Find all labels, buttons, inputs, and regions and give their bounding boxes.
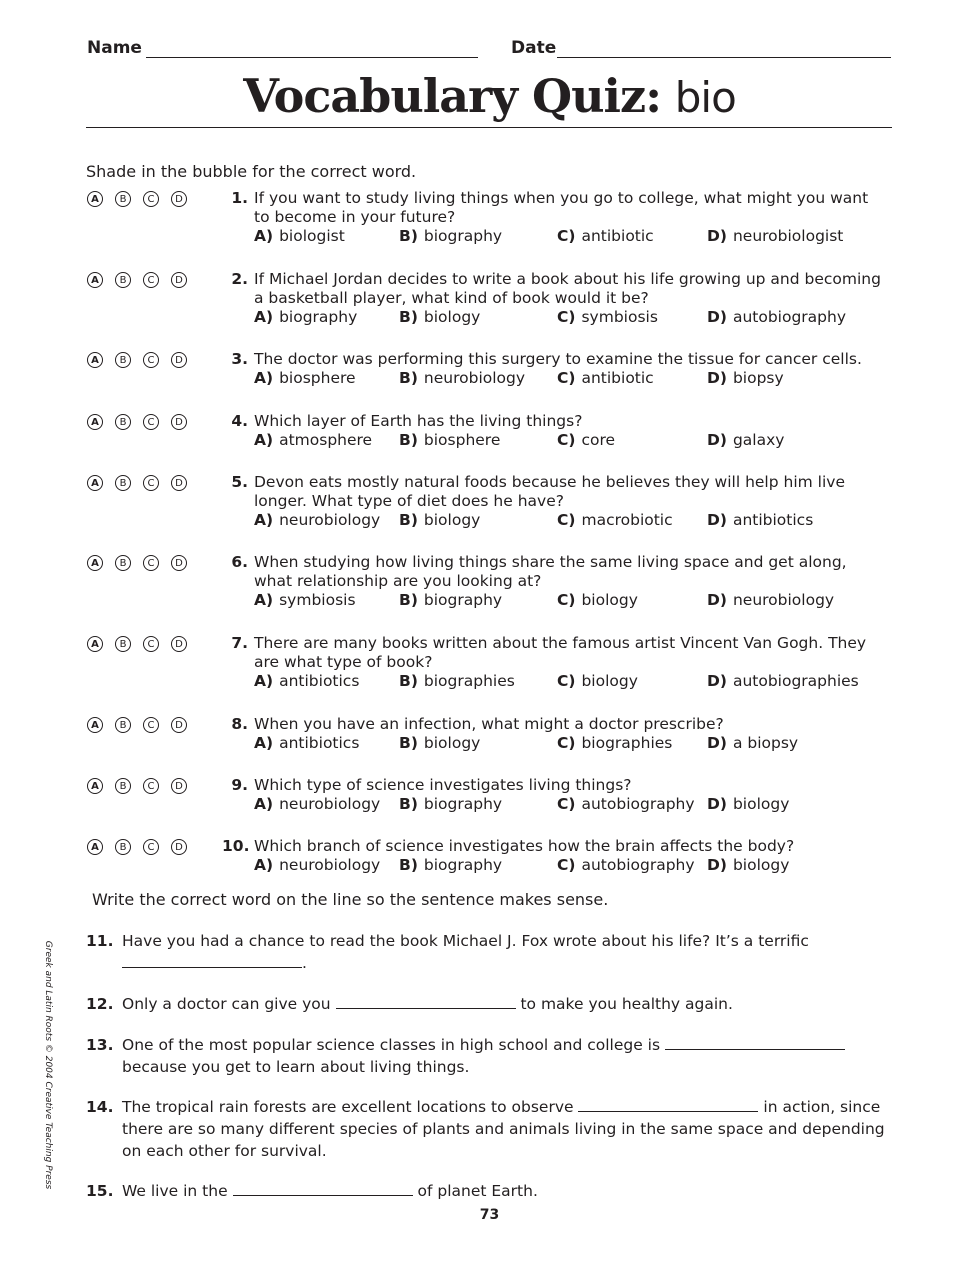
- bubble-d[interactable]: D: [171, 555, 187, 571]
- bubble-c[interactable]: C: [143, 778, 159, 794]
- bubble-b[interactable]: B: [115, 191, 131, 207]
- bubble-d[interactable]: D: [171, 636, 187, 652]
- question-number: 3.: [231, 350, 248, 368]
- question: [222, 189, 882, 246]
- option-letter: D): [707, 511, 727, 529]
- option-text: biology: [581, 672, 638, 690]
- bubble-a[interactable]: A: [87, 778, 103, 794]
- option-letter: B): [399, 369, 418, 387]
- bubble-c[interactable]: C: [143, 636, 159, 652]
- option-letter: C): [557, 431, 576, 449]
- answer-bubbles: [87, 636, 207, 652]
- bubble-a[interactable]: A: [87, 272, 103, 288]
- answer-blank[interactable]: [336, 994, 516, 1009]
- question: [222, 412, 882, 450]
- answer-option: [254, 591, 356, 610]
- fill-in-question: [86, 1180, 891, 1202]
- question: [222, 634, 882, 691]
- option-letter: C): [557, 856, 576, 874]
- option-letter: B): [399, 734, 418, 752]
- answer-option: [707, 795, 789, 814]
- answer-option: [557, 431, 615, 450]
- question-stem: When you have an infection, what might a doctor prescribe?: [254, 715, 724, 733]
- option-letter: B): [399, 308, 418, 326]
- answer-options: [254, 672, 882, 691]
- bubble-a[interactable]: A: [87, 717, 103, 733]
- option-letter: C): [557, 672, 576, 690]
- option-letter: A): [254, 672, 274, 690]
- answer-blank[interactable]: [122, 953, 302, 968]
- answer-option: [254, 511, 380, 530]
- answer-options: [254, 856, 882, 875]
- option-text: antibiotics: [279, 672, 360, 690]
- sentence-after: because you get to learn about living things.: [122, 1058, 470, 1076]
- option-letter: B): [399, 795, 418, 813]
- answer-bubbles: [87, 475, 207, 491]
- sentence-after: to make you healthy again.: [520, 995, 733, 1013]
- bubble-d[interactable]: D: [171, 839, 187, 855]
- sentence-before: The tropical rain forests are excellent locations to observe: [122, 1098, 574, 1116]
- option-text: biography: [423, 227, 503, 245]
- fill-in-sentence: [122, 1034, 891, 1078]
- copyright-credit: Greek and Latin Roots © 2004 Creative Teaching Press: [43, 940, 53, 1190]
- answer-option: [254, 672, 359, 691]
- option-letter: D): [707, 369, 727, 387]
- option-text: antibiotics: [732, 511, 814, 529]
- name-field[interactable]: [146, 57, 478, 58]
- answer-option: [254, 734, 359, 753]
- answer-option: [557, 734, 672, 753]
- option-text: biosphere: [279, 369, 356, 387]
- date-label: Date: [511, 38, 557, 58]
- option-text: neurobiology: [279, 856, 381, 874]
- sentence-before: We live in the: [122, 1182, 228, 1200]
- option-text: galaxy: [732, 431, 785, 449]
- option-letter: C): [557, 511, 576, 529]
- title-divider: [86, 127, 892, 128]
- fill-in-sentence: [122, 1096, 891, 1162]
- sentence-after: in action, since there are so many different species of plants and animals living in the same space and depending on each other for survival.: [122, 1098, 885, 1160]
- answer-option: [254, 227, 345, 246]
- option-letter: D): [707, 856, 727, 874]
- question: [222, 715, 882, 753]
- answer-option: [399, 227, 502, 246]
- option-text: autobiographies: [732, 672, 859, 690]
- answer-bubbles: [87, 191, 207, 207]
- sentence-after: of planet Earth.: [417, 1182, 538, 1200]
- option-text: biosphere: [423, 431, 501, 449]
- answer-options: [254, 795, 882, 814]
- option-text: neurobiology: [732, 591, 835, 609]
- question: [222, 776, 882, 814]
- fill-in-question: [86, 1034, 891, 1078]
- bubble-b[interactable]: B: [115, 839, 131, 855]
- option-letter: B): [399, 227, 418, 245]
- option-letter: A): [254, 795, 274, 813]
- answer-option: [399, 672, 515, 691]
- option-letter: D): [707, 734, 727, 752]
- fill-in-number: 13.: [86, 1036, 114, 1054]
- bubble-b[interactable]: B: [115, 555, 131, 571]
- bubble-c[interactable]: C: [143, 555, 159, 571]
- question-number: 2.: [231, 270, 248, 288]
- fill-in-question: [86, 1096, 891, 1162]
- option-letter: A): [254, 734, 274, 752]
- sentence-after: .: [302, 954, 307, 972]
- question-number: 8.: [231, 715, 248, 733]
- bubble-c[interactable]: C: [143, 717, 159, 733]
- option-letter: B): [399, 431, 418, 449]
- answer-option: [707, 227, 843, 246]
- option-text: autobiography: [581, 856, 695, 874]
- answer-option: [707, 591, 834, 610]
- question: [222, 270, 882, 327]
- option-text: biography: [423, 856, 503, 874]
- option-text: antibiotic: [581, 227, 654, 245]
- option-text: autobiography: [581, 795, 695, 813]
- answer-options: [254, 227, 882, 246]
- answer-blank[interactable]: [665, 1035, 845, 1050]
- bubble-c[interactable]: C: [143, 272, 159, 288]
- answer-option: [254, 856, 380, 875]
- option-text: a biopsy: [732, 734, 799, 752]
- bubble-a[interactable]: A: [87, 191, 103, 207]
- option-text: symbiosis: [581, 308, 658, 326]
- answer-option: [557, 308, 658, 327]
- bubble-a[interactable]: A: [87, 636, 103, 652]
- option-letter: C): [557, 795, 576, 813]
- question-stem: Which type of science investigates living things?: [254, 776, 632, 794]
- option-letter: A): [254, 856, 274, 874]
- fill-in-number: 12.: [86, 995, 114, 1013]
- bubble-b[interactable]: B: [115, 475, 131, 491]
- bubble-a[interactable]: A: [87, 352, 103, 368]
- option-letter: C): [557, 734, 576, 752]
- option-letter: D): [707, 672, 727, 690]
- section2-instruction: Write the correct word on the line so the sentence makes sense.: [92, 890, 609, 909]
- answer-option: [707, 511, 813, 530]
- bubble-b[interactable]: B: [115, 352, 131, 368]
- answer-option: [557, 369, 654, 388]
- answer-bubbles: [87, 839, 207, 855]
- option-text: biographies: [581, 734, 673, 752]
- answer-option: [254, 308, 357, 327]
- title-main: Vocabulary Quiz:: [243, 69, 662, 123]
- answer-bubbles: [87, 352, 207, 368]
- bubble-a[interactable]: A: [87, 555, 103, 571]
- fill-in-number: 11.: [86, 932, 114, 950]
- fill-in-sentence: [122, 1180, 891, 1202]
- bubble-a[interactable]: A: [87, 414, 103, 430]
- option-letter: D): [707, 795, 727, 813]
- fill-in-sentence: [122, 993, 891, 1015]
- bubble-c[interactable]: C: [143, 191, 159, 207]
- sentence-before: Have you had a chance to read the book Michael J. Fox wrote about his life? It’s a terrific: [122, 932, 809, 950]
- bubble-c[interactable]: C: [143, 414, 159, 430]
- option-letter: B): [399, 856, 418, 874]
- answer-option: [254, 369, 356, 388]
- section1-instruction: Shade in the bubble for the correct word.: [86, 162, 417, 181]
- bubble-c[interactable]: C: [143, 839, 159, 855]
- option-text: macrobiotic: [581, 511, 673, 529]
- question: [222, 837, 882, 875]
- question-stem: If you want to study living things when you go to college, what might you want to become in your future?: [254, 189, 869, 226]
- answer-option: [557, 672, 638, 691]
- answer-bubbles: [87, 778, 207, 794]
- date-field[interactable]: [557, 57, 891, 58]
- answer-blank[interactable]: [578, 1097, 758, 1112]
- answer-bubbles: [87, 272, 207, 288]
- answer-option: [399, 308, 480, 327]
- option-letter: A): [254, 511, 274, 529]
- option-letter: A): [254, 308, 274, 326]
- answer-option: [399, 511, 480, 530]
- bubble-c[interactable]: C: [143, 352, 159, 368]
- option-letter: D): [707, 227, 727, 245]
- option-text: biopsy: [732, 369, 784, 387]
- bubble-d[interactable]: D: [171, 352, 187, 368]
- answer-option: [399, 591, 502, 610]
- bubble-d[interactable]: D: [171, 272, 187, 288]
- question-stem: If Michael Jordan decides to write a book about his life growing up and becoming a basketball player, what kind of book would it be?: [254, 270, 881, 307]
- answer-option: [399, 734, 480, 753]
- option-letter: B): [399, 672, 418, 690]
- option-text: neurobiology: [423, 369, 526, 387]
- answer-option: [254, 795, 380, 814]
- fill-in-number: 14.: [86, 1098, 114, 1116]
- option-letter: A): [254, 431, 274, 449]
- option-letter: C): [557, 369, 576, 387]
- answer-options: [254, 734, 882, 753]
- option-text: biology: [423, 308, 481, 326]
- option-text: neurobiology: [279, 795, 381, 813]
- answer-blank[interactable]: [233, 1181, 413, 1196]
- bubble-c[interactable]: C: [143, 475, 159, 491]
- answer-option: [557, 856, 695, 875]
- answer-option: [399, 856, 502, 875]
- answer-bubbles: [87, 717, 207, 733]
- option-letter: C): [557, 227, 576, 245]
- answer-option: [707, 369, 784, 388]
- answer-bubbles: [87, 414, 207, 430]
- bubble-d[interactable]: D: [171, 191, 187, 207]
- option-text: atmosphere: [279, 431, 373, 449]
- bubble-d[interactable]: D: [171, 717, 187, 733]
- question: [222, 350, 882, 388]
- question-stem: Devon eats mostly natural foods because he believes they will help him live longer. What type of diet does he have?: [254, 473, 845, 510]
- bubble-b[interactable]: B: [115, 778, 131, 794]
- option-text: biology: [732, 856, 790, 874]
- question-number: 7.: [231, 634, 248, 652]
- question-number: 1.: [231, 189, 248, 207]
- question-stem: Which layer of Earth has the living things?: [254, 412, 583, 430]
- option-text: symbiosis: [279, 591, 356, 609]
- option-text: biology: [732, 795, 790, 813]
- answer-option: [557, 795, 695, 814]
- fill-in-question: [86, 930, 891, 974]
- answer-options: [254, 369, 882, 388]
- bubble-b[interactable]: B: [115, 272, 131, 288]
- question: [222, 553, 882, 610]
- option-letter: A): [254, 591, 274, 609]
- option-letter: B): [399, 511, 418, 529]
- question-number: 4.: [231, 412, 248, 430]
- answer-option: [707, 672, 859, 691]
- option-text: biology: [423, 734, 481, 752]
- question-stem: When studying how living things share the same living space and get along, what relationship are you looking at?: [254, 553, 847, 590]
- option-text: biologist: [279, 227, 345, 245]
- question-stem: Which branch of science investigates how the brain affects the body?: [254, 837, 795, 855]
- option-text: biology: [423, 511, 481, 529]
- option-letter: B): [399, 591, 418, 609]
- option-text: autobiography: [732, 308, 847, 326]
- option-text: core: [581, 431, 616, 449]
- fill-in-question: [86, 993, 891, 1015]
- bubble-d[interactable]: D: [171, 778, 187, 794]
- answer-option: [557, 227, 654, 246]
- question-stem: The doctor was performing this surgery to examine the tissue for cancer cells.: [254, 350, 862, 368]
- question-number: 6.: [231, 553, 248, 571]
- option-letter: C): [557, 591, 576, 609]
- bubble-d[interactable]: D: [171, 475, 187, 491]
- page-title: [0, 66, 979, 128]
- option-letter: D): [707, 591, 727, 609]
- bubble-b[interactable]: B: [115, 636, 131, 652]
- answer-bubbles: [87, 555, 207, 571]
- bubble-d[interactable]: D: [171, 414, 187, 430]
- option-text: antibiotics: [279, 734, 360, 752]
- fill-in-sentence: [122, 930, 891, 974]
- option-text: biographies: [423, 672, 515, 690]
- page-number: 73: [479, 1207, 500, 1223]
- name-label: Name: [87, 38, 142, 58]
- question-number: 9.: [231, 776, 248, 794]
- sentence-before: One of the most popular science classes in high school and college is: [122, 1036, 661, 1054]
- option-letter: A): [254, 227, 274, 245]
- bubble-b[interactable]: B: [115, 414, 131, 430]
- question-stem: There are many books written about the famous artist Vincent Van Gogh. They are what type of book?: [254, 634, 867, 671]
- option-text: biography: [423, 795, 503, 813]
- option-text: neurobiology: [279, 511, 381, 529]
- answer-options: [254, 431, 882, 450]
- option-letter: A): [254, 369, 274, 387]
- answer-option: [399, 369, 525, 388]
- sentence-before: Only a doctor can give you: [122, 995, 331, 1013]
- answer-option: [557, 511, 673, 530]
- option-text: neurobiologist: [732, 227, 844, 245]
- answer-option: [399, 431, 500, 450]
- answer-option: [707, 431, 784, 450]
- title-root: bio: [674, 73, 736, 122]
- question: [222, 473, 882, 530]
- answer-option: [707, 734, 798, 753]
- answer-option: [707, 308, 846, 327]
- bubble-a[interactable]: A: [87, 839, 103, 855]
- answer-options: [254, 591, 882, 610]
- answer-option: [707, 856, 789, 875]
- option-letter: C): [557, 308, 576, 326]
- answer-option: [557, 591, 638, 610]
- option-letter: D): [707, 431, 727, 449]
- option-text: biography: [423, 591, 503, 609]
- answer-options: [254, 308, 882, 327]
- question-number: 10.: [222, 837, 250, 855]
- bubble-b[interactable]: B: [115, 717, 131, 733]
- option-text: antibiotic: [581, 369, 654, 387]
- option-letter: D): [707, 308, 727, 326]
- option-text: biology: [581, 591, 638, 609]
- question-number: 5.: [231, 473, 248, 491]
- fill-in-number: 15.: [86, 1182, 114, 1200]
- answer-options: [254, 511, 882, 530]
- option-text: biography: [279, 308, 358, 326]
- bubble-a[interactable]: A: [87, 475, 103, 491]
- answer-option: [254, 431, 372, 450]
- answer-option: [399, 795, 502, 814]
